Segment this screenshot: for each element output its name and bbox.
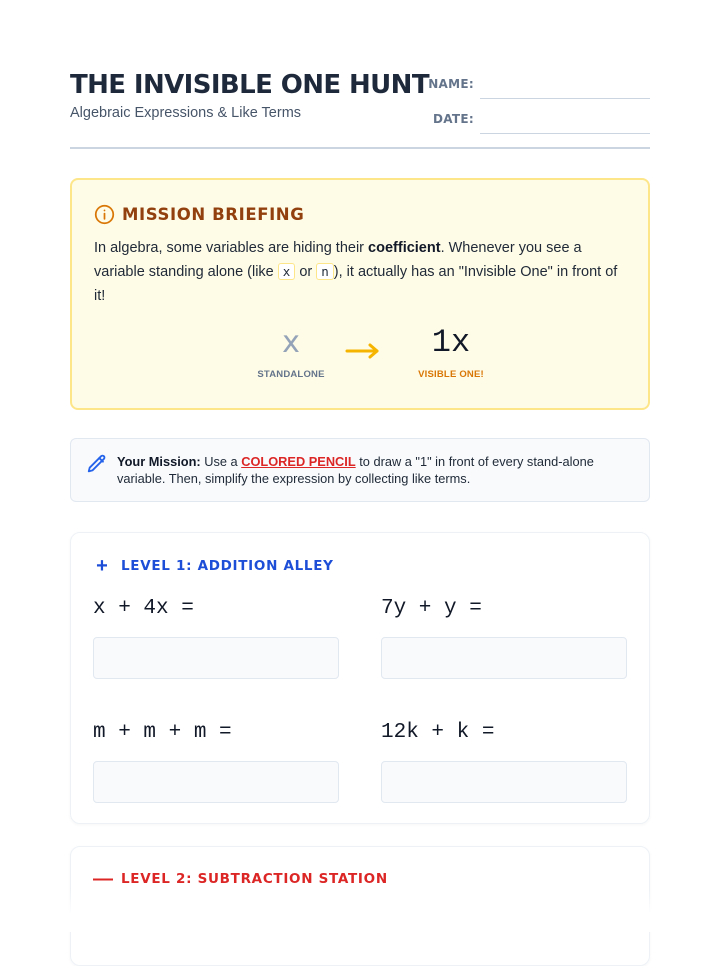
level-2-heading <box>93 870 388 888</box>
visible-one-label: VISIBLE ONE! <box>418 369 484 380</box>
coefficient-term: coefficient <box>368 240 441 256</box>
code-n: n <box>316 263 334 280</box>
worksheet-page <box>70 0 650 890</box>
briefing-title: MISSION BRIEFING <box>122 205 305 224</box>
mission-text <box>117 453 627 487</box>
problem-expression: m + m + m = <box>93 721 232 744</box>
name-label: NAME: <box>428 77 474 91</box>
problem-expression: x + 4x = <box>93 597 194 620</box>
briefing-text-part: . Whenever you see a variable standing alone (like <box>94 240 582 280</box>
pencil-icon <box>86 453 108 480</box>
name-line[interactable] <box>480 98 650 99</box>
header-divider <box>70 147 650 149</box>
problem-1 <box>93 597 339 679</box>
problem-4 <box>381 721 627 803</box>
mission-text-part: Use a <box>200 454 242 469</box>
date-label: DATE: <box>433 112 474 126</box>
level-1-title: LEVEL 1: ADDITION ALLEY <box>121 558 334 574</box>
level-1-heading <box>93 557 334 575</box>
visible-one-example: 1x <box>431 324 471 361</box>
answer-box[interactable] <box>381 637 627 679</box>
name-field[interactable] <box>430 74 650 100</box>
bottom-fade <box>0 890 720 932</box>
info-circle-icon <box>94 204 115 225</box>
briefing-text-part: or <box>295 264 317 280</box>
level-1-card <box>70 532 650 824</box>
briefing-text-part: In algebra, some variables are hiding their <box>94 240 369 256</box>
mission-text-part: to draw a "1" in front of every stand-alone variable. Then, simplify the expression by collecting like terms. <box>117 454 594 486</box>
answer-box[interactable] <box>381 761 627 803</box>
standalone-label: STANDALONE <box>257 369 325 380</box>
date-line[interactable] <box>480 133 650 134</box>
standalone-example: x <box>282 325 300 360</box>
briefing-text <box>94 236 629 308</box>
plus-icon: + <box>96 555 108 577</box>
problem-expression: 12k + k = <box>381 721 495 744</box>
answer-box[interactable] <box>93 761 339 803</box>
mission-lead: Your Mission: <box>117 454 201 469</box>
problem-expression: 7y + y = <box>381 597 482 620</box>
right-arrow-icon <box>345 342 381 365</box>
level-2-title: LEVEL 2: SUBTRACTION STATION <box>121 871 388 887</box>
mission-instructions <box>70 438 650 502</box>
answer-box[interactable] <box>93 637 339 679</box>
date-field[interactable] <box>430 109 650 135</box>
briefing-text-part: ), it actually has an "Invisible One" in front of it! <box>94 264 618 304</box>
minus-icon: — <box>93 868 113 890</box>
colored-pencil-highlight: COLORED PENCIL <box>241 454 356 469</box>
code-x: x <box>278 263 296 280</box>
problem-3 <box>93 721 339 803</box>
page-title: THE INVISIBLE ONE HUNT <box>70 70 429 100</box>
page-subtitle: Algebraic Expressions & Like Terms <box>70 105 302 121</box>
briefing-heading <box>94 204 304 225</box>
mission-briefing-card <box>70 178 650 410</box>
problem-2 <box>381 597 627 679</box>
worksheet-header <box>70 0 650 150</box>
